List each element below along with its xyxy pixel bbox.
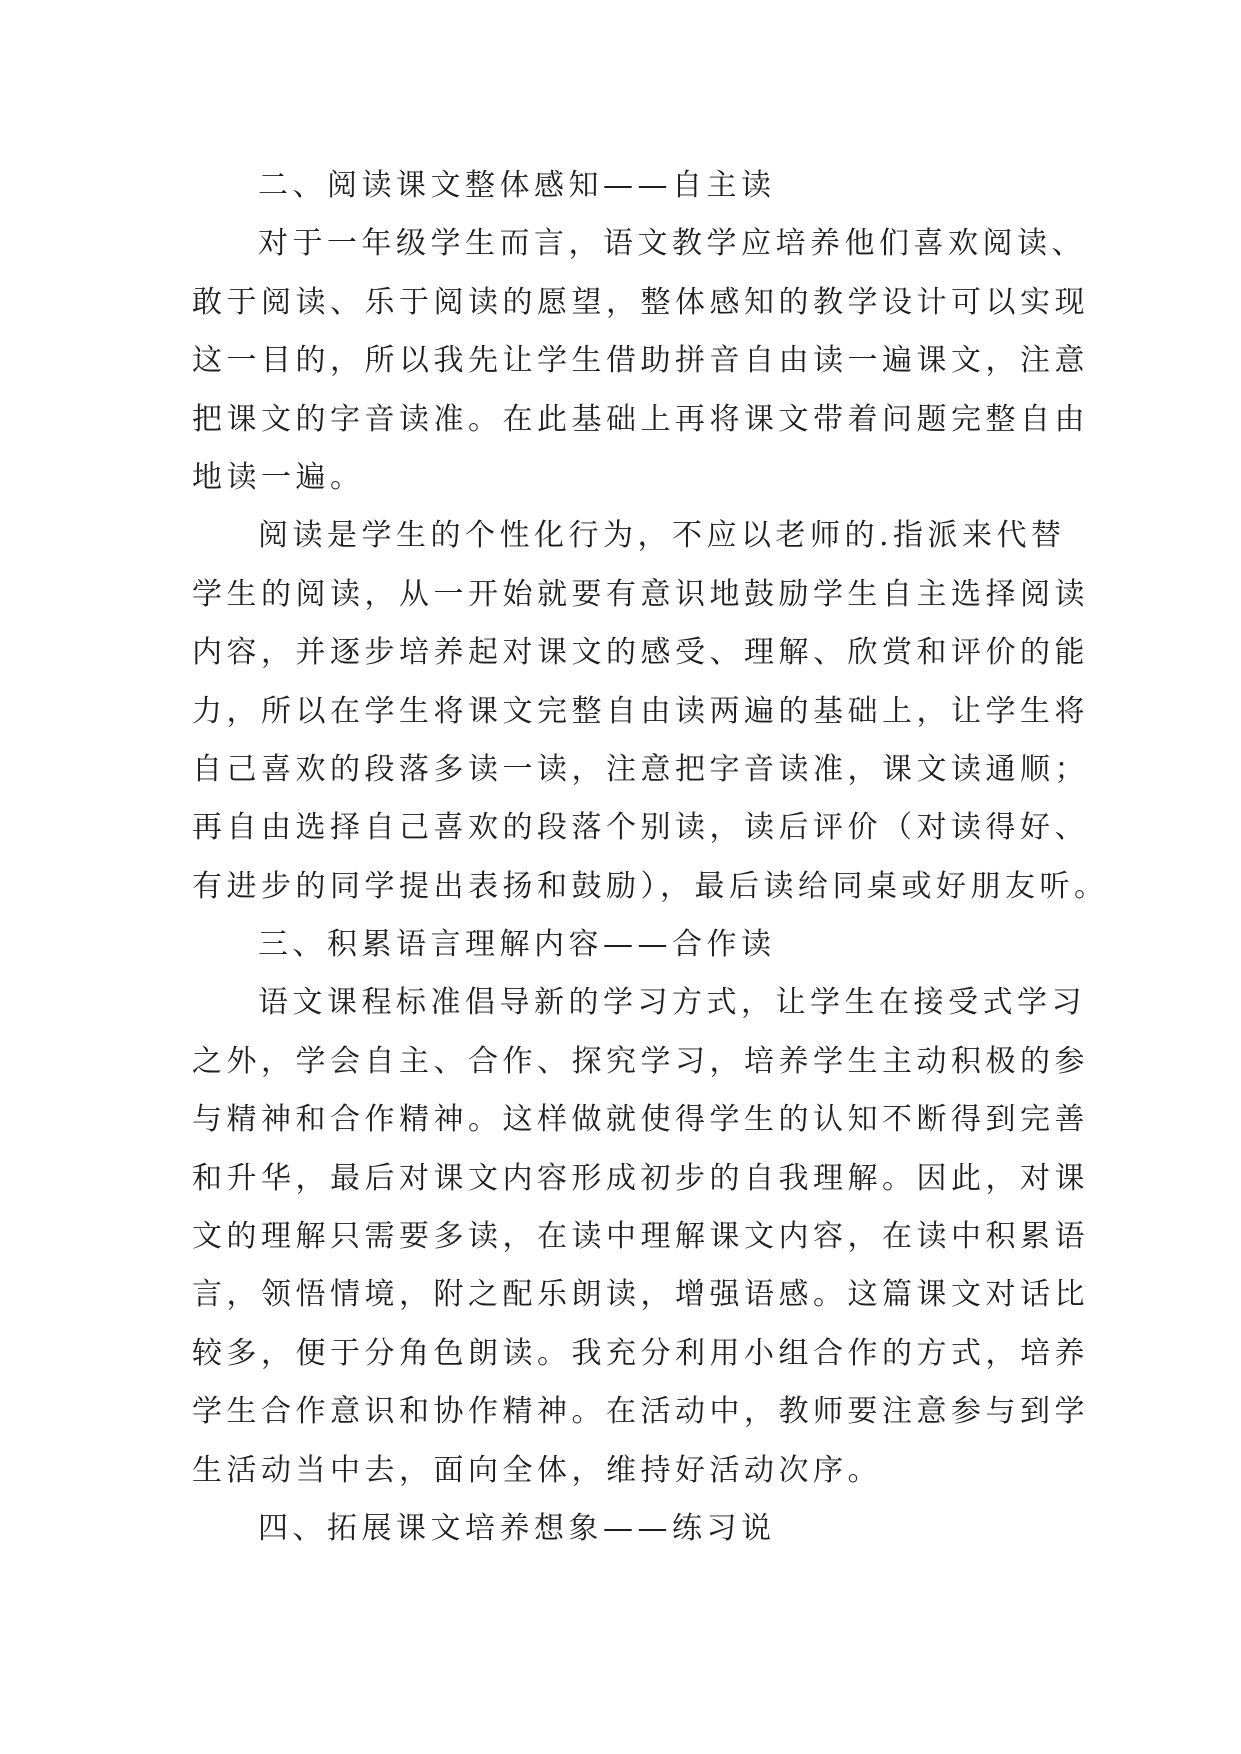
paragraph-line: 言，领悟情境，附之配乐朗读，增强语感。这篇课文对话比 [192,1277,1089,1313]
paragraph-first-line: 语文课程标准倡导新的学习方式，让学生在接受式学习 [258,985,1086,1021]
paragraph-line: 再自由选择自己喜欢的段落个别读，读后评价（对读得好、 [192,810,1089,846]
paragraph-first-line: 对于一年级学生而言，语文教学应培养他们喜欢阅读、 [258,226,1086,262]
paragraph-line: 自己喜欢的段落多读一读，注意把字音读准，课文读通顺； [192,751,1089,787]
paragraph-line: 之外，学会自主、合作、探究学习，培养学生主动积极的参 [192,1043,1089,1079]
paragraph-line: 内容，并逐步培养起对课文的感受、理解、欣赏和评价的能 [192,635,1089,671]
document-body [192,157,1109,1558]
paragraph-first-line: 阅读是学生的个性化行为，不应以老师的.指派来代替 [258,518,1066,554]
paragraph-line: 与精神和合作精神。这样做就使得学生的认知不断得到完善 [192,1102,1089,1138]
paragraph-line: 和升华，最后对课文内容形成初步的自我理解。因此，对课 [192,1160,1089,1196]
paragraph-line: 这一目的，所以我先让学生借助拼音自由读一遍课文，注意 [192,343,1089,379]
paragraph-line: 有进步的同学提出表扬和鼓励），最后读给同桌或好朋友听。 [192,868,1109,904]
paragraph-line: 生活动当中去，面向全体，维持好活动次序。 [192,1452,882,1488]
paragraph-line: 较多，便于分角色朗读。我充分利用小组合作的方式，培养 [192,1335,1089,1371]
paragraph-first-line: 四、拓展课文培养想象——练习说 [258,1510,776,1546]
paragraph-line: 敢于阅读、乐于阅读的愿望，整体感知的教学设计可以实现 [192,284,1089,320]
paragraph-line: 学生合作意识和协作精神。在活动中，教师要注意参与到学 [192,1394,1089,1430]
paragraph-first-line: 三、积累语言理解内容——合作读 [258,927,776,963]
paragraph-line: 地读一遍。 [192,459,365,495]
paragraph-line: 文的理解只需要多读，在读中理解课文内容，在读中积累语 [192,1219,1089,1255]
paragraph-line: 力，所以在学生将课文完整自由读两遍的基础上，让学生将 [192,693,1089,729]
paragraph-line: 学生的阅读，从一开始就要有意识地鼓励学生自主选择阅读 [192,576,1089,612]
paragraph-first-line: 二、阅读课文整体感知——自主读 [258,168,776,203]
paragraph-line: 把课文的字音读准。在此基础上再将课文带着问题完整自由 [192,401,1089,437]
